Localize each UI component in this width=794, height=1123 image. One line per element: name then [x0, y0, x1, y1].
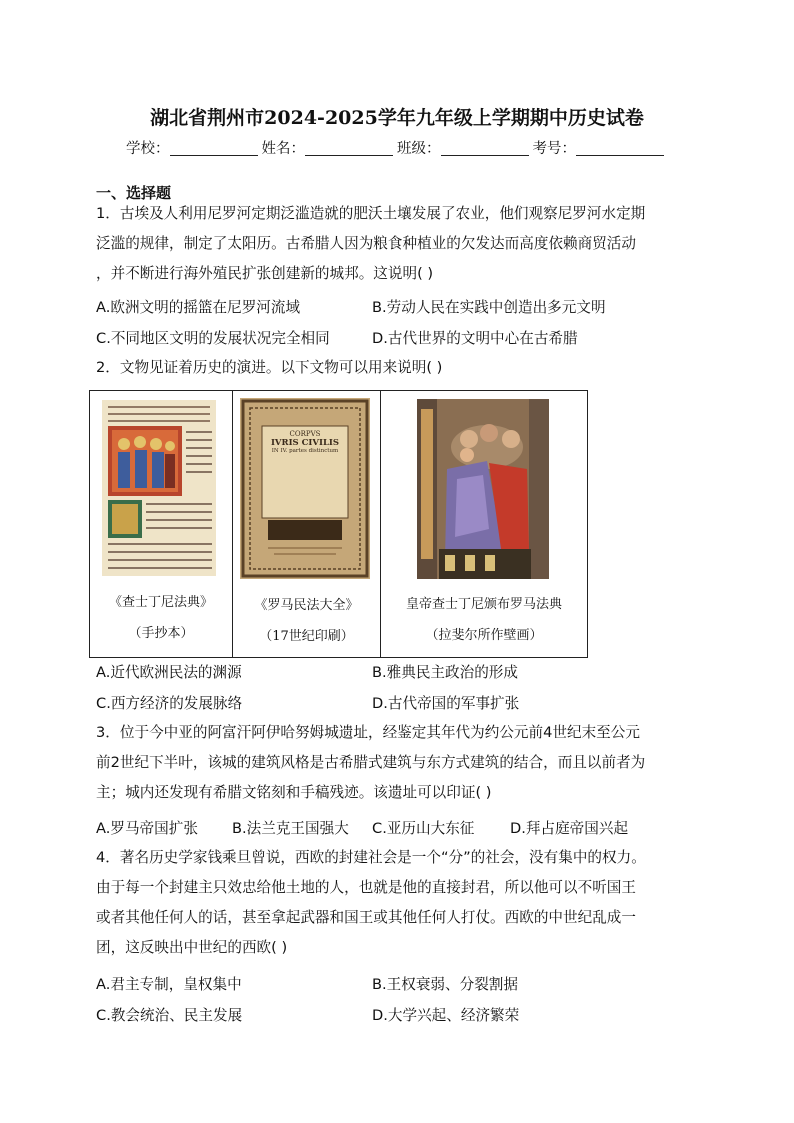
option-a[interactable]: A.君主专制，皇权集中 — [96, 976, 242, 993]
option-b[interactable]: B.王权衰弱、分裂割据 — [372, 976, 518, 993]
question-line: 前2世纪下半叶，该城的建筑风格是古希腊式建筑与东方式建筑的结合，而且以前者为 — [96, 754, 646, 771]
class-blank[interactable] — [441, 141, 529, 156]
question-2-stem — [96, 353, 700, 383]
exam-number-label: 考号： — [532, 141, 576, 157]
question-line: 4．著名历史学家钱乘旦曾说，西欧的封建社会是一个“分”的社会，没有集中的权力。 — [96, 849, 646, 866]
figure-caption: 皇帝查士丁尼颁布罗马法典 — [405, 597, 562, 612]
question-1-stem — [96, 199, 700, 289]
question-line: 2．文物见证着历史的演进。以下文物可以用来说明( ) — [96, 359, 443, 376]
question-line: 或者其他任何人的话，甚至拿起武器和国王或其他任何人打仗。西欧的中世纪乱成一 — [96, 909, 636, 926]
figure-caption: 《查士丁尼法典》 — [108, 595, 213, 610]
student-info-line — [0, 137, 794, 158]
class-label: 班级： — [397, 141, 441, 157]
book-cover-image — [240, 398, 370, 579]
question-line: 1．古埃及人利用尼罗河定期泛滥造就的肥沃土壤发展了农业，他们观察尼罗河水定期 — [96, 205, 646, 222]
book-text-title: IVRIS CIVILIS — [270, 438, 340, 448]
question-line: 泛滥的规律，制定了太阳历。古希腊人因为粮食种植业的欠发达而高度依赖商贸活动 — [96, 235, 636, 252]
book-text-corpus: CORPVS — [289, 430, 321, 438]
option-c[interactable]: C.西方经济的发展脉络 — [96, 695, 243, 712]
manuscript-image — [102, 400, 216, 576]
option-c[interactable]: C.教会统治、民主发展 — [96, 1007, 243, 1024]
question-3-stem — [96, 718, 700, 808]
option-d[interactable]: D.古代世界的文明中心在古希腊 — [372, 330, 578, 347]
option-a[interactable]: A.欧洲文明的摇篮在尼罗河流域 — [96, 299, 301, 316]
figure-corpus-juris-civilis — [233, 391, 381, 657]
question-line: 主；城内还发现有希腊文铭刻和手稿残迹。该遗址可以印证( ) — [96, 784, 492, 801]
name-blank[interactable] — [305, 141, 393, 156]
figure-subcaption: （17世纪印刷） — [259, 629, 354, 644]
question-line: 团，这反映出中世纪的西欧( ) — [96, 939, 288, 956]
figure-justinian-code-manuscript — [90, 391, 233, 657]
name-label: 姓名： — [261, 141, 305, 157]
option-d[interactable]: D.大学兴起、经济繁荣 — [372, 1007, 520, 1024]
question-line: 3．位于今中亚的阿富汗阿伊哈努姆城遗址，经鉴定其年代为约公元前4世纪末至公元 — [96, 724, 640, 741]
option-d[interactable]: D.古代帝国的军事扩张 — [372, 695, 520, 712]
option-b[interactable]: B.雅典民主政治的形成 — [372, 664, 518, 681]
school-blank[interactable] — [170, 141, 258, 156]
artifact-figure-table — [89, 390, 588, 658]
option-a[interactable]: A.罗马帝国扩张 — [96, 820, 198, 837]
figure-subcaption: （手抄本） — [128, 626, 194, 641]
option-a[interactable]: A.近代欧洲民法的渊源 — [96, 664, 242, 681]
option-b[interactable]: B.法兰克王国强大 — [232, 820, 349, 837]
book-text-subtitle: IN IV. partes distinctum — [271, 448, 339, 454]
option-b[interactable]: B.劳动人民在实践中创造出多元文明 — [372, 299, 606, 316]
question-4-stem — [96, 843, 700, 963]
school-label: 学校： — [126, 141, 170, 157]
question-line: ，并不断进行海外殖民扩张创建新的城邦。这说明( ) — [96, 265, 434, 282]
fresco-image — [417, 399, 549, 579]
figure-caption: 《罗马民法大全》 — [254, 598, 359, 613]
option-c[interactable]: C.亚历山大东征 — [372, 820, 475, 837]
question-line: 由于每一个封建主只效忠给他土地的人，也就是他的直接封君，所以他可以不听国王 — [96, 879, 636, 896]
option-c[interactable]: C.不同地区文明的发展状况完全相同 — [96, 330, 330, 347]
option-d[interactable]: D.拜占庭帝国兴起 — [510, 820, 629, 837]
section-heading: 一、选择题 — [96, 184, 172, 202]
figure-subcaption: （拉斐尔所作壁画） — [425, 628, 543, 643]
exam-number-blank[interactable] — [576, 141, 664, 156]
exam-title: 湖北省荆州市2024-2025学年九年级上学期期中历史试卷 — [150, 107, 644, 129]
figure-raphael-fresco — [381, 391, 587, 657]
